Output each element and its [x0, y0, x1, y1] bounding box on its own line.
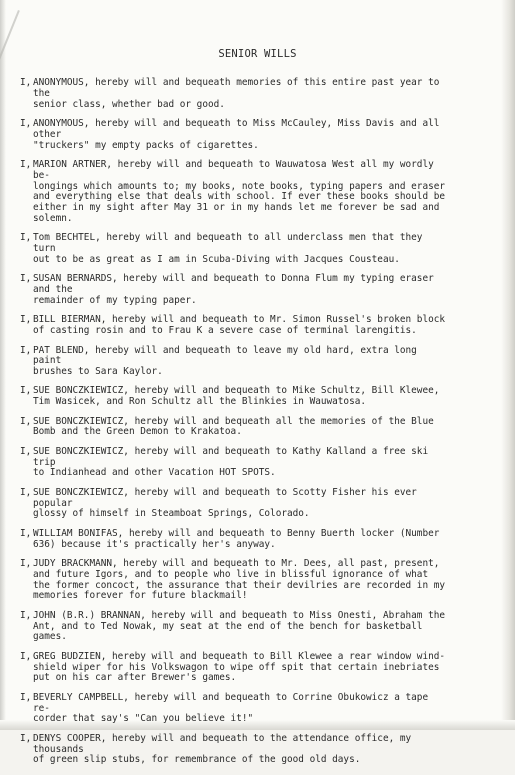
entry-text: ANONYMOUS, hereby will and bequeath to Miss McCauley, Miss Davis and all other "truckers" my empty packs of cigarettes.	[33, 117, 440, 151]
will-entry	[20, 488, 448, 520]
entry-lead: I,	[20, 314, 32, 326]
will-entry	[20, 559, 448, 602]
entry-lead: I,	[20, 527, 32, 539]
entry-lead: I,	[20, 691, 32, 703]
will-entry	[20, 274, 448, 306]
entry-text: SUE BONCZKIEWICZ, hereby will and bequeath to Kathy Kalland a free ski trip to Indianhead and other Vacation HOT SPOTS.	[33, 445, 429, 479]
will-entry	[20, 78, 448, 110]
entry-text: SUSAN BERNARDS, hereby will and bequeath to Donna Flum my typing eraser and the remainder of my typing paper.	[33, 273, 434, 306]
entry-lead: I,	[20, 732, 32, 744]
entry-text: WILLIAM BONIFAS, hereby will and bequeath to Benny Buerth locker (Number 636) because it's practically her's anyway.	[33, 527, 440, 550]
entry-lead: I,	[20, 344, 32, 356]
will-entry	[20, 447, 448, 479]
document-title: SENIOR WILLS	[218, 48, 297, 60]
will-entry	[20, 233, 448, 265]
entry-lead: I,	[20, 273, 32, 285]
entry-text: SUE BONCZKIEWICZ, hereby will and bequeath all the memories of the Blue Bomb and the Green Demon to Krakatoa.	[33, 415, 434, 438]
entry-lead: I,	[20, 486, 32, 498]
will-entry	[20, 611, 448, 643]
entry-lead: I,	[20, 117, 32, 129]
entry-lead: I,	[20, 385, 32, 397]
entry-text: JUDY BRACKMANN, hereby will and bequeath to Mr. Dees, all past, present, and future Igors, and to people who live in blissful ignorance of what the former concoct, the assurance that their devilries are recorded in my memories forever for future blackmail!	[33, 558, 446, 602]
wills-list	[20, 78, 448, 775]
will-entry	[20, 160, 448, 225]
entry-text: JOHN (B.R.) BRANNAN, hereby will and bequeath to Miss Onesti, Abraham the Ant, and to Ted Nowak, my seat at the end of the bench for basketball games.	[33, 609, 446, 643]
entry-lead: I,	[20, 232, 32, 244]
entry-lead: I,	[20, 77, 32, 88]
will-entry	[20, 652, 448, 684]
entry-text: ANONYMOUS, hereby will and bequeath memories of this entire past year to the senior class, whether bad or good.	[33, 77, 440, 110]
entry-text: BEVERLY CAMPBELL, hereby will and bequeath to Corrine Obukowicz a tape re- corder that say's "Can you believe it!"	[33, 691, 429, 725]
entry-text: GREG BUDZIEN, hereby will and bequeath to Bill Klewee a rear window wind- shield wiper for his Volkswagon to wipe off spit that certain inebriates put on his car after Brewer's games.	[33, 650, 446, 684]
entry-text: SUE BONCZKIEWICZ, hereby will and bequeath to Mike Schultz, Bill Klewee, Tim Wasicek, and Ron Schultz all the Blinkies in Wauwatosa.	[33, 385, 440, 408]
entry-lead: I,	[20, 650, 32, 662]
entry-lead: I,	[20, 158, 32, 170]
entry-text: SUE BONCZKIEWICZ, hereby will and bequeath to Scotty Fisher his ever popular glossy of himself in Steamboat Springs, Colorado.	[33, 486, 417, 520]
entry-lead: I,	[20, 558, 32, 570]
page-right-edge	[501, 0, 515, 730]
will-entry	[20, 734, 448, 766]
will-entry	[20, 346, 448, 378]
will-entry	[20, 693, 448, 725]
entry-text: Tom BECHTEL, hereby will and bequeath to all underclass men that they turn out to be as great as I am in Scuba-Diving with Jacques Cousteau.	[33, 232, 423, 265]
entry-lead: I,	[20, 415, 32, 427]
entry-text: MARION ARTNER, hereby will and bequeath to Wauwatosa West all my wordly be- longings which amounts to; my books, note books, typing papers and eraser and everything else that deals with school. If ever these books should be either in my sight after May 31 or in my hands let me forever be sad and solemn.	[33, 158, 446, 224]
entry-text: DENYS COOPER, hereby will and bequeath to the attendance office, my thousands of green slip stubs, for remembrance of the good old days.	[33, 732, 412, 766]
will-entry	[20, 119, 448, 151]
will-entry	[20, 417, 448, 439]
will-entry	[20, 315, 448, 337]
entry-lead: I,	[20, 609, 32, 621]
will-entry	[20, 386, 448, 408]
will-entry	[20, 529, 448, 551]
entry-text: BILL BIERMAN, hereby will and bequeath to Mr. Simon Russel's broken block of casting rosin and to Frau K a severe case of terminal larengitis.	[33, 314, 446, 337]
entry-text: PAT BLEND, hereby will and bequeath to leave my old hard, extra long paint brushes to Sara Kaylor.	[33, 344, 417, 378]
entry-lead: I,	[20, 445, 32, 457]
page-left-edge	[0, 0, 6, 730]
